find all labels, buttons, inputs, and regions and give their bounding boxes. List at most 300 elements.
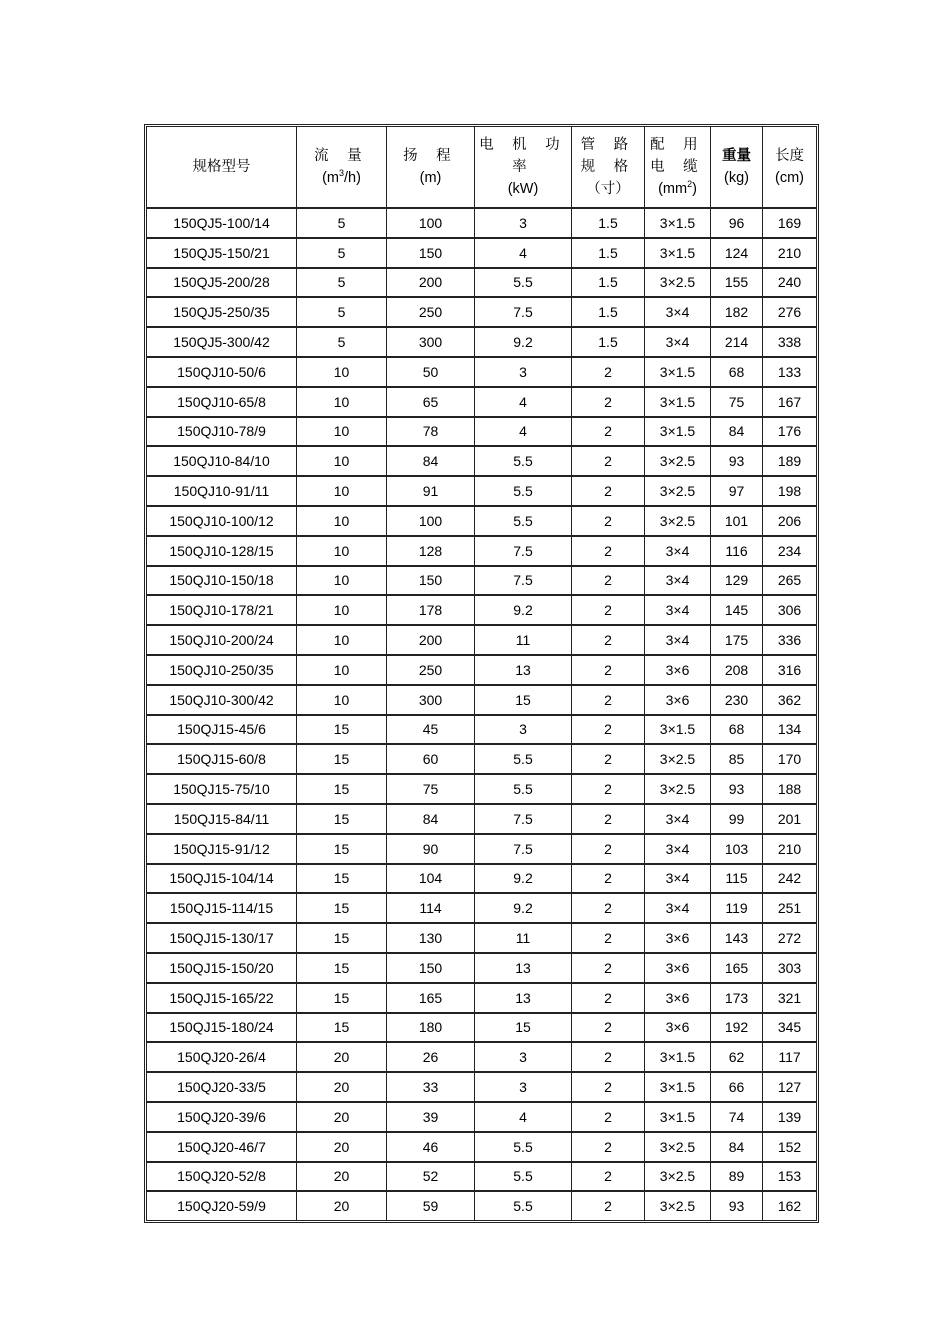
cell-head: 60	[387, 745, 475, 775]
cell-model: 150QJ15-91/12	[147, 835, 297, 865]
header-cable-unit-pre: (mm	[658, 181, 688, 197]
cell-cable: 3×1.5	[645, 716, 711, 746]
header-pipe-spec	[572, 127, 645, 209]
header-row	[147, 127, 816, 209]
table-row	[147, 716, 816, 746]
cell-weight: 66	[711, 1073, 763, 1103]
cell-flow: 10	[297, 447, 387, 477]
cell-weight: 173	[711, 984, 763, 1014]
table-row	[147, 447, 816, 477]
cell-weight: 89	[711, 1163, 763, 1193]
table-row	[147, 418, 816, 448]
cell-pipe-spec: 2	[572, 954, 645, 984]
table-row	[147, 745, 816, 775]
header-cable-unit	[645, 178, 710, 200]
cell-cable: 3×4	[645, 537, 711, 567]
cell-flow: 10	[297, 477, 387, 507]
cell-head: 300	[387, 328, 475, 358]
cell-length: 336	[763, 626, 816, 656]
cell-length: 169	[763, 209, 816, 239]
cell-pipe-spec: 1.5	[572, 239, 645, 269]
cell-pipe-spec: 2	[572, 447, 645, 477]
cell-head: 130	[387, 924, 475, 954]
table-row	[147, 269, 816, 299]
cell-pipe-spec: 2	[572, 656, 645, 686]
cell-cable: 3×4	[645, 865, 711, 895]
cell-length: 167	[763, 388, 816, 418]
cell-flow: 20	[297, 1073, 387, 1103]
cell-flow: 15	[297, 805, 387, 835]
cell-length: 303	[763, 954, 816, 984]
cell-motor-power: 9.2	[475, 596, 572, 626]
table-row	[147, 388, 816, 418]
header-cable-label: 配 用 电 缆	[650, 137, 705, 175]
cell-length: 127	[763, 1073, 816, 1103]
cell-head: 78	[387, 418, 475, 448]
cell-pipe-spec: 1.5	[572, 269, 645, 299]
cell-model: 150QJ5-250/35	[147, 298, 297, 328]
table-row	[147, 567, 816, 597]
cell-weight: 75	[711, 388, 763, 418]
cell-weight: 155	[711, 269, 763, 299]
cell-model: 150QJ15-60/8	[147, 745, 297, 775]
cell-weight: 84	[711, 418, 763, 448]
cell-pipe-spec: 2	[572, 596, 645, 626]
cell-flow: 5	[297, 209, 387, 239]
cell-model: 150QJ10-100/12	[147, 507, 297, 537]
cell-length: 170	[763, 745, 816, 775]
cell-cable: 3×1.5	[645, 358, 711, 388]
cell-pipe-spec: 2	[572, 1163, 645, 1193]
cell-cable: 3×2.5	[645, 1133, 711, 1163]
cell-motor-power: 4	[475, 388, 572, 418]
cell-flow: 10	[297, 537, 387, 567]
cell-cable: 3×1.5	[645, 1103, 711, 1133]
cell-motor-power: 4	[475, 418, 572, 448]
cell-length: 338	[763, 328, 816, 358]
table-row	[147, 477, 816, 507]
cell-model: 150QJ15-130/17	[147, 924, 297, 954]
cell-cable: 3×1.5	[645, 388, 711, 418]
cell-head: 90	[387, 835, 475, 865]
cell-model: 150QJ10-65/8	[147, 388, 297, 418]
cell-flow: 20	[297, 1163, 387, 1193]
cell-flow: 20	[297, 1103, 387, 1133]
cell-weight: 93	[711, 447, 763, 477]
cell-motor-power: 5.5	[475, 447, 572, 477]
table-row	[147, 1103, 816, 1133]
cell-weight: 103	[711, 835, 763, 865]
table-row	[147, 209, 816, 239]
cell-cable: 3×1.5	[645, 209, 711, 239]
header-head	[387, 127, 475, 209]
cell-cable: 3×6	[645, 686, 711, 716]
cell-head: 300	[387, 686, 475, 716]
cell-weight: 145	[711, 596, 763, 626]
cell-weight: 84	[711, 1133, 763, 1163]
cell-head: 180	[387, 1014, 475, 1044]
table-row	[147, 984, 816, 1014]
cell-motor-power: 11	[475, 924, 572, 954]
cell-model: 150QJ10-50/6	[147, 358, 297, 388]
table-row	[147, 835, 816, 865]
cell-cable: 3×1.5	[645, 418, 711, 448]
header-cable	[645, 127, 711, 209]
pump-spec-table	[144, 124, 819, 1223]
cell-model: 150QJ5-150/21	[147, 239, 297, 269]
cell-head: 178	[387, 596, 475, 626]
cell-motor-power: 13	[475, 954, 572, 984]
cell-weight: 129	[711, 567, 763, 597]
cell-flow: 10	[297, 596, 387, 626]
cell-flow: 20	[297, 1043, 387, 1073]
cell-model: 150QJ10-178/21	[147, 596, 297, 626]
cell-motor-power: 11	[475, 626, 572, 656]
cell-length: 198	[763, 477, 816, 507]
cell-flow: 10	[297, 418, 387, 448]
cell-head: 150	[387, 567, 475, 597]
cell-flow: 20	[297, 1133, 387, 1163]
header-motor-power	[475, 127, 572, 209]
cell-motor-power: 9.2	[475, 894, 572, 924]
cell-length: 133	[763, 358, 816, 388]
cell-flow: 10	[297, 388, 387, 418]
cell-head: 250	[387, 656, 475, 686]
cell-flow: 15	[297, 924, 387, 954]
table-row	[147, 1133, 816, 1163]
cell-weight: 143	[711, 924, 763, 954]
cell-length: 117	[763, 1043, 816, 1073]
cell-model: 150QJ15-114/15	[147, 894, 297, 924]
cell-length: 201	[763, 805, 816, 835]
cell-pipe-spec: 1.5	[572, 328, 645, 358]
cell-flow: 10	[297, 358, 387, 388]
cell-motor-power: 3	[475, 209, 572, 239]
cell-cable: 3×2.5	[645, 1163, 711, 1193]
cell-pipe-spec: 2	[572, 835, 645, 865]
cell-model: 150QJ20-26/4	[147, 1043, 297, 1073]
cell-motor-power: 4	[475, 1103, 572, 1133]
cell-pipe-spec: 2	[572, 745, 645, 775]
cell-pipe-spec: 2	[572, 567, 645, 597]
cell-pipe-spec: 2	[572, 358, 645, 388]
cell-cable: 3×2.5	[645, 269, 711, 299]
table-row	[147, 358, 816, 388]
cell-model: 150QJ10-84/10	[147, 447, 297, 477]
table-row	[147, 1073, 816, 1103]
cell-cable: 3×2.5	[645, 775, 711, 805]
cell-length: 345	[763, 1014, 816, 1044]
cell-pipe-spec: 2	[572, 1014, 645, 1044]
cell-length: 176	[763, 418, 816, 448]
cell-weight: 115	[711, 865, 763, 895]
cell-head: 50	[387, 358, 475, 388]
table-row	[147, 298, 816, 328]
cell-cable: 3×2.5	[645, 477, 711, 507]
cell-pipe-spec: 2	[572, 1043, 645, 1073]
header-length	[763, 127, 816, 209]
cell-cable: 3×1.5	[645, 1073, 711, 1103]
cell-head: 200	[387, 626, 475, 656]
cell-motor-power: 4	[475, 239, 572, 269]
cell-head: 150	[387, 239, 475, 269]
cell-motor-power: 9.2	[475, 865, 572, 895]
header-flow-label: 流 量	[314, 148, 369, 164]
cell-weight: 119	[711, 894, 763, 924]
cell-length: 240	[763, 269, 816, 299]
cell-weight: 124	[711, 239, 763, 269]
cell-weight: 101	[711, 507, 763, 537]
cell-length: 189	[763, 447, 816, 477]
cell-flow: 15	[297, 1014, 387, 1044]
cell-length: 321	[763, 984, 816, 1014]
cell-flow: 15	[297, 775, 387, 805]
cell-weight: 93	[711, 775, 763, 805]
cell-pipe-spec: 2	[572, 805, 645, 835]
cell-pipe-spec: 2	[572, 388, 645, 418]
cell-cable: 3×4	[645, 298, 711, 328]
cell-cable: 3×4	[645, 567, 711, 597]
cell-head: 165	[387, 984, 475, 1014]
cell-pipe-spec: 2	[572, 418, 645, 448]
cell-model: 150QJ10-128/15	[147, 537, 297, 567]
cell-pipe-spec: 2	[572, 1073, 645, 1103]
cell-weight: 99	[711, 805, 763, 835]
cell-model: 150QJ20-33/5	[147, 1073, 297, 1103]
header-head-unit: (m)	[419, 170, 442, 186]
table-row	[147, 954, 816, 984]
cell-model: 150QJ5-200/28	[147, 269, 297, 299]
cell-weight: 85	[711, 745, 763, 775]
header-weight-unit: (kg)	[724, 170, 749, 186]
cell-weight: 116	[711, 537, 763, 567]
cell-length: 210	[763, 239, 816, 269]
cell-motor-power: 5.5	[475, 477, 572, 507]
cell-weight: 214	[711, 328, 763, 358]
cell-head: 104	[387, 865, 475, 895]
cell-weight: 165	[711, 954, 763, 984]
cell-head: 100	[387, 507, 475, 537]
cell-head: 46	[387, 1133, 475, 1163]
cell-flow: 15	[297, 865, 387, 895]
cell-motor-power: 9.2	[475, 328, 572, 358]
cell-length: 316	[763, 656, 816, 686]
cell-pipe-spec: 2	[572, 626, 645, 656]
cell-cable: 3×2.5	[645, 1192, 711, 1220]
cell-cable: 3×4	[645, 805, 711, 835]
table-row	[147, 924, 816, 954]
header-flow-unit	[297, 167, 386, 189]
cell-weight: 208	[711, 656, 763, 686]
cell-motor-power: 5.5	[475, 775, 572, 805]
cell-motor-power: 5.5	[475, 269, 572, 299]
header-length-label: 长度	[775, 148, 804, 164]
cell-head: 52	[387, 1163, 475, 1193]
cell-weight: 96	[711, 209, 763, 239]
cell-cable: 3×2.5	[645, 507, 711, 537]
cell-cable: 3×6	[645, 984, 711, 1014]
cell-head: 84	[387, 805, 475, 835]
cell-length: 251	[763, 894, 816, 924]
table-row	[147, 507, 816, 537]
cell-cable: 3×1.5	[645, 239, 711, 269]
cell-length: 272	[763, 924, 816, 954]
table-row	[147, 537, 816, 567]
cell-flow: 5	[297, 269, 387, 299]
cell-head: 150	[387, 954, 475, 984]
cell-model: 150QJ10-250/35	[147, 656, 297, 686]
cell-motor-power: 7.5	[475, 567, 572, 597]
cell-flow: 10	[297, 626, 387, 656]
header-pipe-spec-label: 管 路 规 格	[580, 137, 636, 175]
header-flow-unit-post: /h)	[344, 170, 361, 186]
cell-cable: 3×6	[645, 924, 711, 954]
cell-weight: 68	[711, 716, 763, 746]
header-pipe-spec-unit: （寸）	[586, 181, 630, 197]
cell-pipe-spec: 2	[572, 477, 645, 507]
cell-model: 150QJ5-300/42	[147, 328, 297, 358]
cell-pipe-spec: 2	[572, 924, 645, 954]
cell-motor-power: 7.5	[475, 835, 572, 865]
header-weight	[711, 127, 763, 209]
cell-head: 250	[387, 298, 475, 328]
cell-motor-power: 7.5	[475, 537, 572, 567]
cell-length: 265	[763, 567, 816, 597]
cell-motor-power: 13	[475, 984, 572, 1014]
cell-head: 65	[387, 388, 475, 418]
cell-length: 306	[763, 596, 816, 626]
cell-weight: 175	[711, 626, 763, 656]
cell-head: 100	[387, 209, 475, 239]
cell-motor-power: 7.5	[475, 805, 572, 835]
cell-head: 26	[387, 1043, 475, 1073]
cell-weight: 230	[711, 686, 763, 716]
cell-pipe-spec: 2	[572, 686, 645, 716]
cell-motor-power: 15	[475, 686, 572, 716]
cell-cable: 3×2.5	[645, 745, 711, 775]
cell-pipe-spec: 2	[572, 865, 645, 895]
cell-cable: 3×6	[645, 954, 711, 984]
cell-motor-power: 7.5	[475, 298, 572, 328]
cell-pipe-spec: 2	[572, 507, 645, 537]
cell-pipe-spec: 2	[572, 775, 645, 805]
cell-flow: 5	[297, 298, 387, 328]
cell-weight: 62	[711, 1043, 763, 1073]
header-length-unit: (cm)	[775, 170, 804, 186]
cell-pipe-spec: 2	[572, 1133, 645, 1163]
cell-head: 45	[387, 716, 475, 746]
cell-flow: 10	[297, 656, 387, 686]
cell-cable: 3×2.5	[645, 447, 711, 477]
cell-model: 150QJ15-104/14	[147, 865, 297, 895]
cell-pipe-spec: 2	[572, 984, 645, 1014]
cell-weight: 192	[711, 1014, 763, 1044]
cell-head: 91	[387, 477, 475, 507]
cell-length: 139	[763, 1103, 816, 1133]
cell-model: 150QJ10-78/9	[147, 418, 297, 448]
cell-model: 150QJ20-39/6	[147, 1103, 297, 1133]
header-weight-label: 重量	[722, 148, 751, 164]
cell-flow: 15	[297, 894, 387, 924]
cell-weight: 93	[711, 1192, 763, 1220]
header-flow-unit-pre: (m	[322, 170, 339, 186]
cell-cable: 3×6	[645, 656, 711, 686]
cell-model: 150QJ20-46/7	[147, 1133, 297, 1163]
table-row	[147, 775, 816, 805]
cell-model: 150QJ15-75/10	[147, 775, 297, 805]
cell-pipe-spec: 2	[572, 894, 645, 924]
cell-flow: 15	[297, 716, 387, 746]
cell-length: 234	[763, 537, 816, 567]
cell-model: 150QJ5-100/14	[147, 209, 297, 239]
cell-weight: 97	[711, 477, 763, 507]
cell-head: 200	[387, 269, 475, 299]
cell-head: 114	[387, 894, 475, 924]
cell-head: 84	[387, 447, 475, 477]
cell-cable: 3×1.5	[645, 1043, 711, 1073]
cell-model: 150QJ10-150/18	[147, 567, 297, 597]
cell-flow: 15	[297, 835, 387, 865]
cell-motor-power: 5.5	[475, 745, 572, 775]
cell-cable: 3×4	[645, 626, 711, 656]
table-row	[147, 805, 816, 835]
cell-cable: 3×4	[645, 596, 711, 626]
cell-head: 39	[387, 1103, 475, 1133]
cell-flow: 5	[297, 328, 387, 358]
table-row	[147, 239, 816, 269]
cell-length: 162	[777, 1198, 802, 1215]
cell-flow: 10	[297, 567, 387, 597]
cell-cable: 3×4	[645, 328, 711, 358]
cell-model: 150QJ20-59/9	[147, 1192, 297, 1220]
table-row	[147, 1014, 816, 1044]
cell-length: 188	[763, 775, 816, 805]
cell-flow: 15	[297, 954, 387, 984]
cell-length: 242	[763, 865, 816, 895]
cell-model: 150QJ10-91/11	[147, 477, 297, 507]
header-flow-unit-sup: 3	[338, 168, 344, 179]
cell-model: 150QJ15-150/20	[147, 954, 297, 984]
cell-pipe-spec: 2	[572, 716, 645, 746]
cell-cable: 3×4	[645, 894, 711, 924]
table-row	[147, 328, 816, 358]
table-row	[147, 1043, 816, 1073]
cell-weight: 74	[711, 1103, 763, 1133]
table-row	[147, 656, 816, 686]
cell-model: 150QJ10-200/24	[147, 626, 297, 656]
table-row	[147, 686, 816, 716]
table-row	[147, 1192, 816, 1220]
cell-motor-power: 3	[475, 1073, 572, 1103]
header-model	[147, 127, 297, 209]
cell-pipe-spec: 1.5	[572, 298, 645, 328]
table-body	[147, 209, 816, 1220]
cell-head: 75	[387, 775, 475, 805]
cell-flow: 15	[297, 984, 387, 1014]
header-cable-unit-post: )	[692, 181, 697, 197]
cell-weight: 182	[711, 298, 763, 328]
cell-weight: 68	[711, 358, 763, 388]
cell-length: 276	[763, 298, 816, 328]
cell-length: 152	[763, 1133, 816, 1163]
cell-pipe-spec: 2	[572, 1192, 645, 1220]
header-motor-power-label: 电 机 功 率	[479, 137, 567, 175]
cell-flow: 10	[297, 686, 387, 716]
cell-motor-power: 15	[475, 1014, 572, 1044]
cell-motor-power: 13	[475, 656, 572, 686]
table-row	[147, 1163, 816, 1193]
cell-motor-power: 5.5	[475, 507, 572, 537]
